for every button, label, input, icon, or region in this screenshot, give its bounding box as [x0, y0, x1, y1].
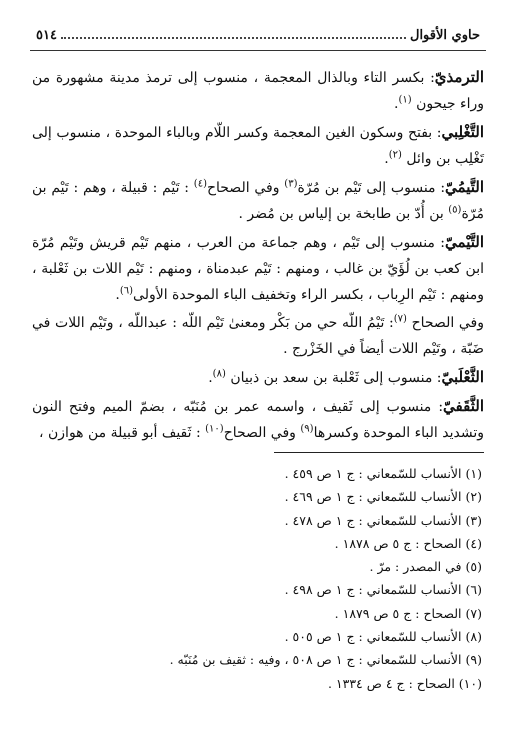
entry-tail: وفي الصحاح	[223, 425, 296, 441]
entry-text: : منسوب إلى تَيْم بن مُرّة	[297, 180, 446, 196]
footnote-item: (٨) الأنساب للسّمعاني : ج ١ ص ٥٠٥ .	[284, 629, 482, 645]
footnote-item: (٩) الأنساب للسّمعاني : ج ١ ص ٥٠٨ ، وفيه : ثقيف بن مُنَبّه .	[169, 652, 482, 668]
page-number: ٥١٤	[36, 27, 57, 43]
entry-tail: بن أُدّ بن طابخة بن إلياس بن مُضر .	[238, 206, 444, 222]
entry-term: الترمذيّ	[434, 68, 484, 86]
entry-tail: وفي الصحاح	[206, 180, 280, 196]
entry-tail: : ثَقيف أبو قبيلة من هوازن ،	[39, 425, 201, 441]
footnote-item: (١٠) الصحاح : ج ٤ ص ١٣٣٤ .	[327, 675, 482, 691]
entry-tail: .	[115, 287, 120, 303]
entry-tail: : تَيْم : قبيلة ، وهم : تَيْم بن مُرّة	[32, 180, 484, 222]
footnotes-list	[120, 462, 482, 695]
entry-text: : بكسر التاء وبالذال المعجمة ، منسوب إلى ترمذ مدينة مشهورة من وراء جيحون	[32, 70, 484, 112]
footnote-item: (٢) الأنساب للسّمعاني : ج ١ ص ٤٦٩ .	[284, 489, 482, 505]
entry-text: : منسوب إلى ثَعْلبة بن سعد بن ذبيان	[230, 370, 442, 386]
entry-tail: .	[384, 151, 389, 167]
footnote-ref: (٧)	[393, 313, 407, 325]
entry-tail: .	[208, 370, 213, 386]
entry-term: الثَّعْلَبيّ	[441, 368, 484, 386]
footnote-ref: (١)	[398, 94, 412, 106]
entry-text: : بفتح وسكون الغين المعجمة وكسر اللّام وبالباء الموحدة ، منسوب إلى تَغْلِب بن وائل	[32, 125, 484, 167]
footnote-item: (٤) الصحاح : ج ٥ ص ١٨٧٨ .	[334, 535, 482, 551]
entry-term: التَّغْلِبي	[441, 123, 484, 141]
entry-thaalabi	[32, 364, 484, 391]
footnote-ref: (٩)	[300, 423, 314, 435]
page-header	[30, 24, 486, 51]
footnote-item: (٣) الأنساب للسّمعاني : ج ١ ص ٤٧٨ .	[284, 512, 482, 528]
footnote-ref: (١٠)	[205, 423, 224, 435]
running-title: حاوي الأقوال	[410, 27, 480, 43]
footnote-ref: (٥)	[448, 204, 462, 216]
footnote-separator	[274, 452, 484, 453]
main-text	[32, 64, 484, 448]
footnote-item: (٥) في المصدر : مرّ .	[369, 559, 482, 575]
entry-text: وفي الصحاح	[411, 315, 485, 331]
entry-taymi-2	[32, 229, 484, 308]
entry-taymi-1	[32, 174, 484, 227]
entry-sihah-note	[32, 310, 484, 362]
entry-term: التَّيْميّ	[445, 233, 484, 251]
footnote-item: (٧) الصحاح : ج ٥ ص ١٨٧٩ .	[334, 605, 482, 621]
entry-tail: .	[394, 96, 399, 112]
entry-term: الثَّقَفيّ	[443, 397, 484, 415]
footnote-ref: (٣)	[284, 178, 298, 190]
entry-thaqafi	[32, 393, 484, 446]
footnote-ref: (٤)	[193, 178, 207, 190]
entry-text: : منسوب إلى ثَقيف ، واسمه عمر بن مُنَبّه ، بضمّ الميم وفتح النون وتشديد الباء الموحدة وكسرها	[32, 399, 484, 441]
footnote-ref: (٦)	[119, 285, 134, 297]
entry-tail: : تَيْمُ اللّه حي من بَكْر ومعنىٰ تَيْم اللّه : عبداللّه ، وتَيْم اللات في ضَبّة ، وتَيْم اللات أيضاً في الخَزْرج .	[32, 315, 484, 357]
dot-leader	[61, 37, 406, 39]
footnote-ref: (٢)	[388, 149, 402, 161]
footnote-item: (٦) الأنساب للسّمعاني : ج ١ ص ٤٩٨ .	[284, 582, 482, 598]
entry-text: : منسوب إلى تَيْم ، وهم جماعة من العرب ، منهم تَيْم قريش وتَيْم مُرّة ابن كعب بن لُؤَيّ بن غالب ، ومنهم : تَيْم عبدمناة ، ومنهم : تَيْم اللات بن ثَعْلبة ، ومنهم : تَيْم الرِباب ، بكسر الراء وتخفيف الباء الموحدة الأولى	[32, 235, 484, 303]
footnote-item: (١) الأنساب للسّمعاني : ج ١ ص ٤٥٩ .	[284, 466, 482, 481]
footnote-ref: (٨)	[212, 368, 226, 380]
entry-term: التَّيمُيّ	[445, 178, 485, 196]
entry-taghlibi	[32, 119, 484, 172]
entry-tirmidhi	[32, 64, 484, 117]
